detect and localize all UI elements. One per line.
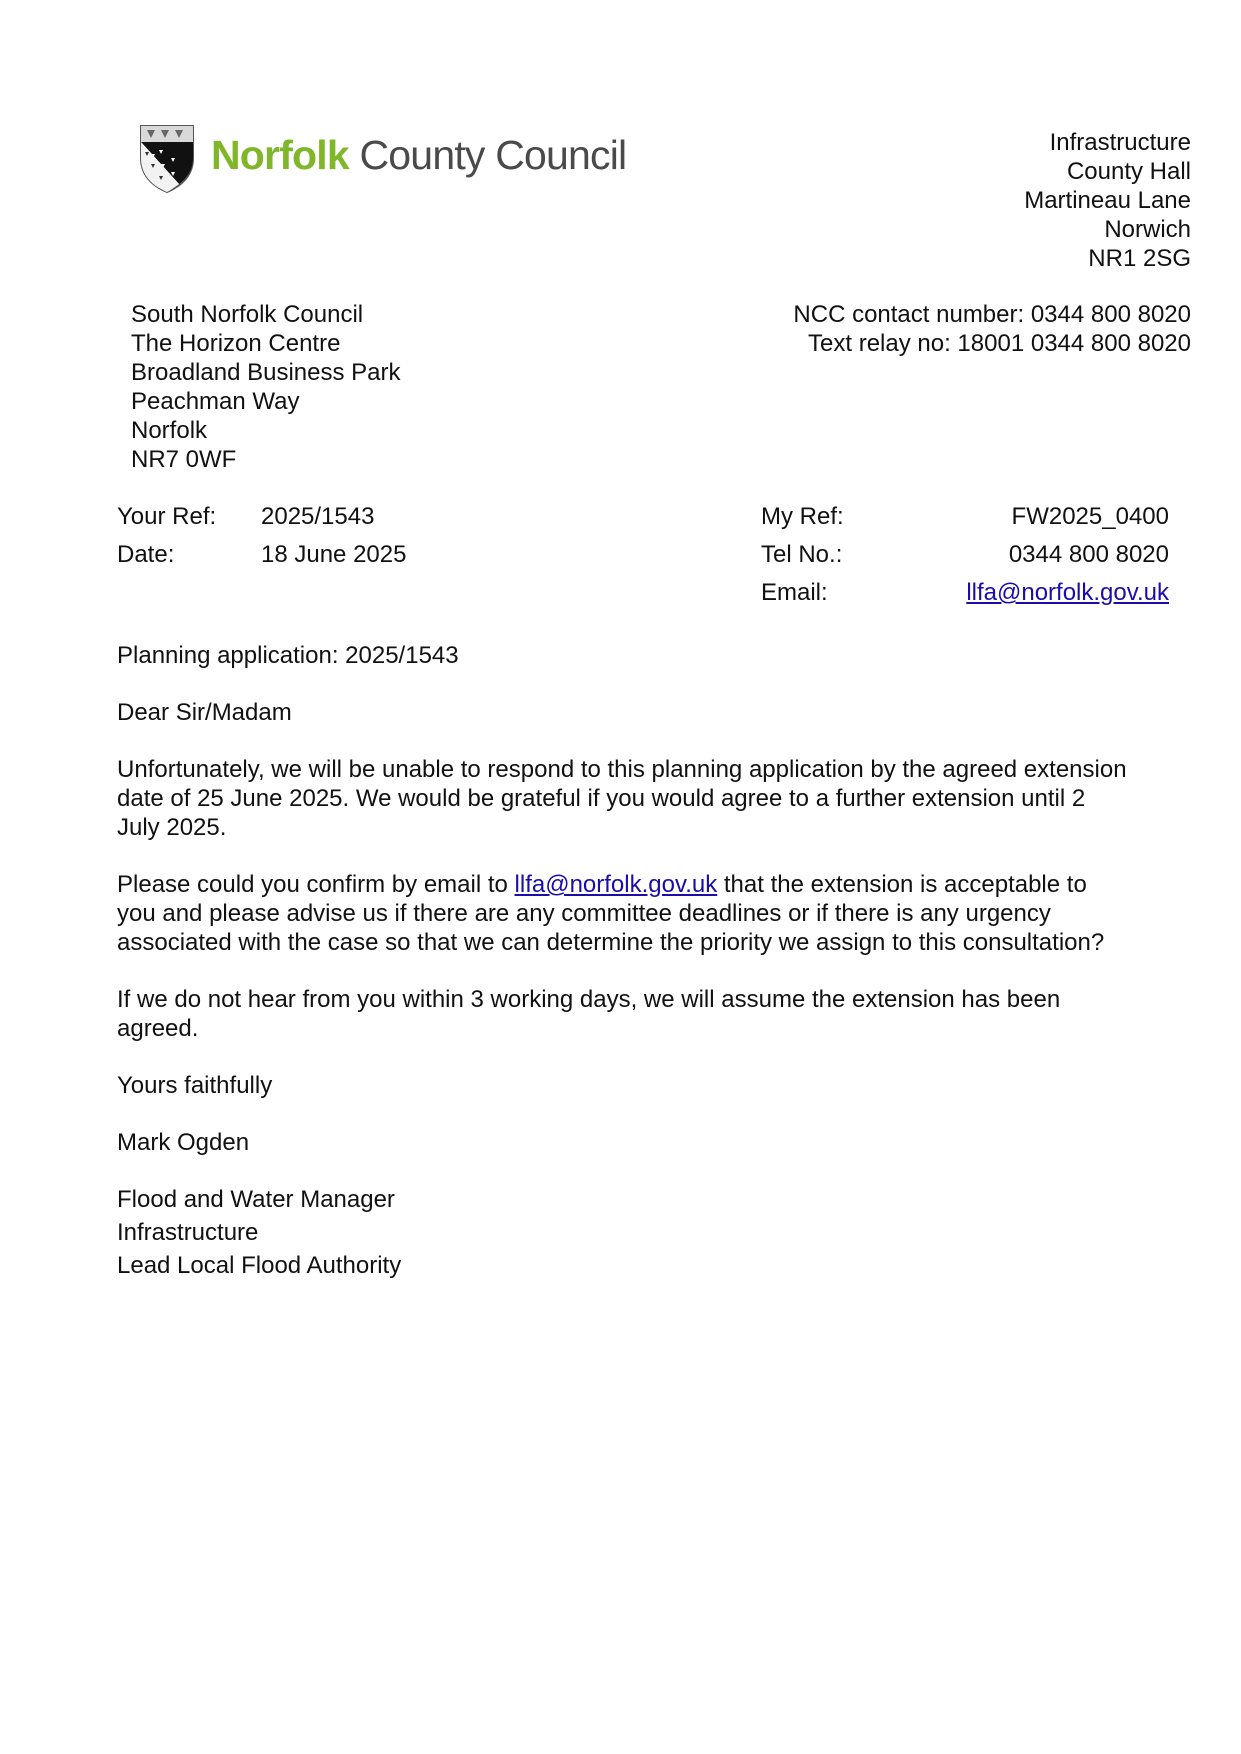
email-link[interactable]: llfa@norfolk.gov.uk	[966, 579, 1169, 606]
paragraph-text: Please could you confirm by email to	[117, 871, 515, 898]
email-row	[761, 578, 1169, 616]
ncc-contact-number: NCC contact number: 0344 800 8020	[793, 301, 1191, 328]
date-value: 18 June 2025	[261, 541, 407, 568]
closing: Yours faithfully	[117, 1072, 273, 1099]
crest-icon	[137, 122, 197, 194]
recipient-address-line: South Norfolk Council	[131, 301, 364, 328]
subject-line: Planning application: 2025/1543	[117, 642, 459, 669]
sender-address-line: Norwich	[1104, 216, 1191, 243]
paragraph-text: that the extension is acceptable to you and please advise us if there are any committee deadlines or if there is any urgency associated with the case so that we can determine the priority we assign to this consultation?	[117, 871, 1105, 956]
recipient-address	[131, 300, 400, 474]
sender-address-line: Martineau Lane	[1024, 187, 1191, 214]
your-ref-row	[117, 502, 406, 540]
text-relay-number: Text relay no: 18001 0344 800 8020	[808, 330, 1191, 357]
tel-value: 0344 800 8020	[1008, 541, 1169, 568]
sender-address-line: NR1 2SG	[1088, 245, 1191, 272]
sender-address-line: County Hall	[1066, 158, 1191, 185]
recipient-address-line: Broadland Business Park	[131, 359, 401, 386]
body-email-link[interactable]: llfa@norfolk.gov.uk	[514, 871, 718, 898]
paragraph-confirm-email	[117, 870, 1127, 957]
your-ref-value: 2025/1543	[261, 503, 375, 530]
paragraph-extension-request: Unfortunately, we will be unable to respond to this planning application by the agreed extension date of 25 June 2025. We would be grateful if you would agree to a further extension until 2 July 2025.	[117, 756, 1127, 841]
signatory-department: Infrastructure	[117, 1219, 259, 1246]
recipient-address-line: NR7 0WF	[131, 446, 237, 473]
recipient-address-line: Norfolk	[131, 417, 208, 444]
logo-word-norfolk: Norfolk	[211, 132, 349, 178]
tel-label: Tel No.:	[761, 541, 843, 568]
signatory-authority: Lead Local Flood Authority	[117, 1252, 402, 1279]
recipient-address-line: Peachman Way	[131, 388, 300, 415]
sender-address-line: Infrastructure	[1049, 129, 1191, 156]
tel-row	[761, 540, 1169, 578]
references-right	[761, 502, 1169, 616]
email-label: Email:	[761, 579, 828, 606]
council-logo	[137, 122, 637, 194]
contact-numbers	[793, 300, 1191, 358]
sender-address	[1024, 128, 1191, 273]
logo-wordmark	[211, 130, 626, 180]
my-ref-row	[761, 502, 1169, 540]
my-ref-label: My Ref:	[761, 503, 844, 530]
paragraph-assume-agreed: If we do not hear from you within 3 working days, we will assume the extension has been agreed.	[117, 986, 1061, 1042]
signatory-role: Flood and Water Manager	[117, 1186, 395, 1213]
date-label: Date:	[117, 541, 175, 568]
letter-body	[117, 641, 1127, 1284]
references-left	[117, 502, 406, 578]
recipient-address-line: The Horizon Centre	[131, 330, 341, 357]
signatory-details	[117, 1185, 1127, 1284]
my-ref-value: FW2025_0400	[1011, 503, 1169, 530]
salutation: Dear Sir/Madam	[117, 699, 292, 726]
date-row	[117, 540, 406, 578]
your-ref-label: Your Ref:	[117, 503, 217, 530]
logo-word-county-council: County Council	[359, 132, 627, 178]
signatory-name: Mark Ogden	[117, 1129, 250, 1156]
